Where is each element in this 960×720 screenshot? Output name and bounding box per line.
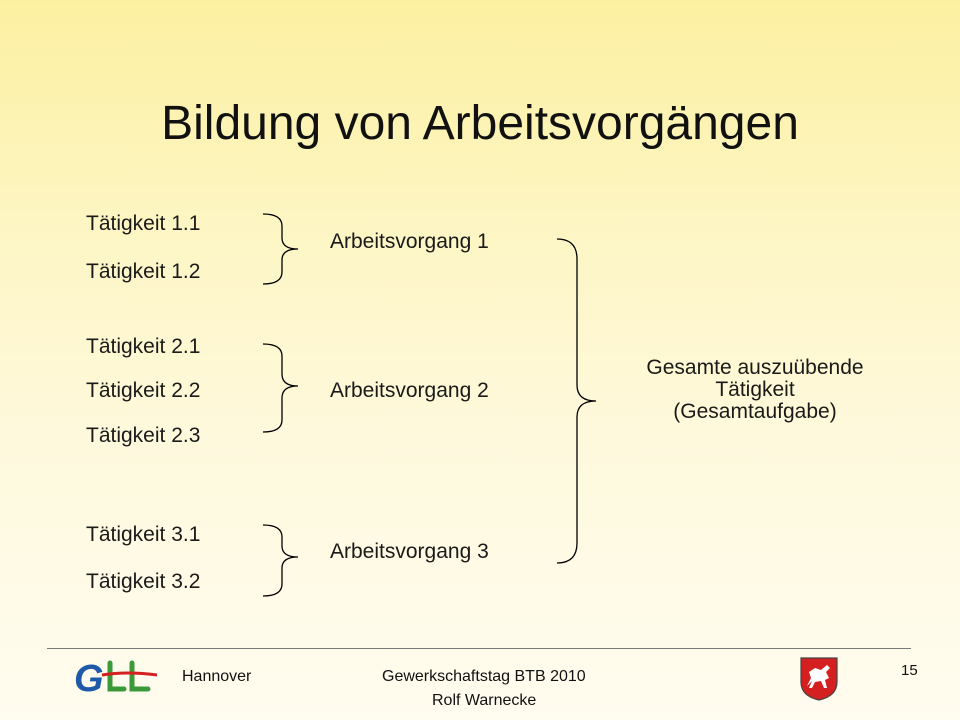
lower-saxony-crest-icon — [799, 656, 839, 702]
slide-title: Bildung von Arbeitsvorgängen — [161, 97, 799, 150]
footer-author: Rolf Warnecke — [432, 692, 537, 709]
activity-1-2: Tätigkeit 1.2 — [86, 260, 201, 283]
total-task-line-3: (Gesamtaufgabe) — [673, 400, 837, 423]
footer-location: Hannover — [182, 668, 252, 685]
activity-2-2: Tätigkeit 2.2 — [86, 379, 201, 402]
brace-group-1 — [263, 214, 298, 284]
footer-divider — [47, 648, 911, 649]
activity-2-1: Tätigkeit 2.1 — [86, 335, 201, 358]
work-process-3: Arbeitsvorgang 3 — [330, 540, 489, 563]
brace-group-2 — [263, 344, 298, 432]
total-task-line-1: Gesamte auszuübende — [646, 356, 864, 379]
brace-group-3 — [263, 525, 298, 596]
work-process-2: Arbeitsvorgang 2 — [330, 379, 489, 402]
activity-3-2: Tätigkeit 3.2 — [86, 570, 201, 593]
work-process-1: Arbeitsvorgang 1 — [330, 230, 489, 253]
footer-event: Gewerkschaftstag BTB 2010 — [382, 668, 586, 685]
activity-3-1: Tätigkeit 3.1 — [86, 523, 201, 546]
brace-total — [557, 239, 596, 563]
gll-logo — [72, 655, 162, 701]
activity-2-3: Tätigkeit 2.3 — [86, 424, 201, 447]
page-number: 15 — [901, 662, 918, 679]
svg-text:G: G — [74, 658, 104, 700]
total-task-line-2: Tätigkeit — [715, 378, 795, 401]
activity-1-1: Tätigkeit 1.1 — [86, 212, 201, 235]
